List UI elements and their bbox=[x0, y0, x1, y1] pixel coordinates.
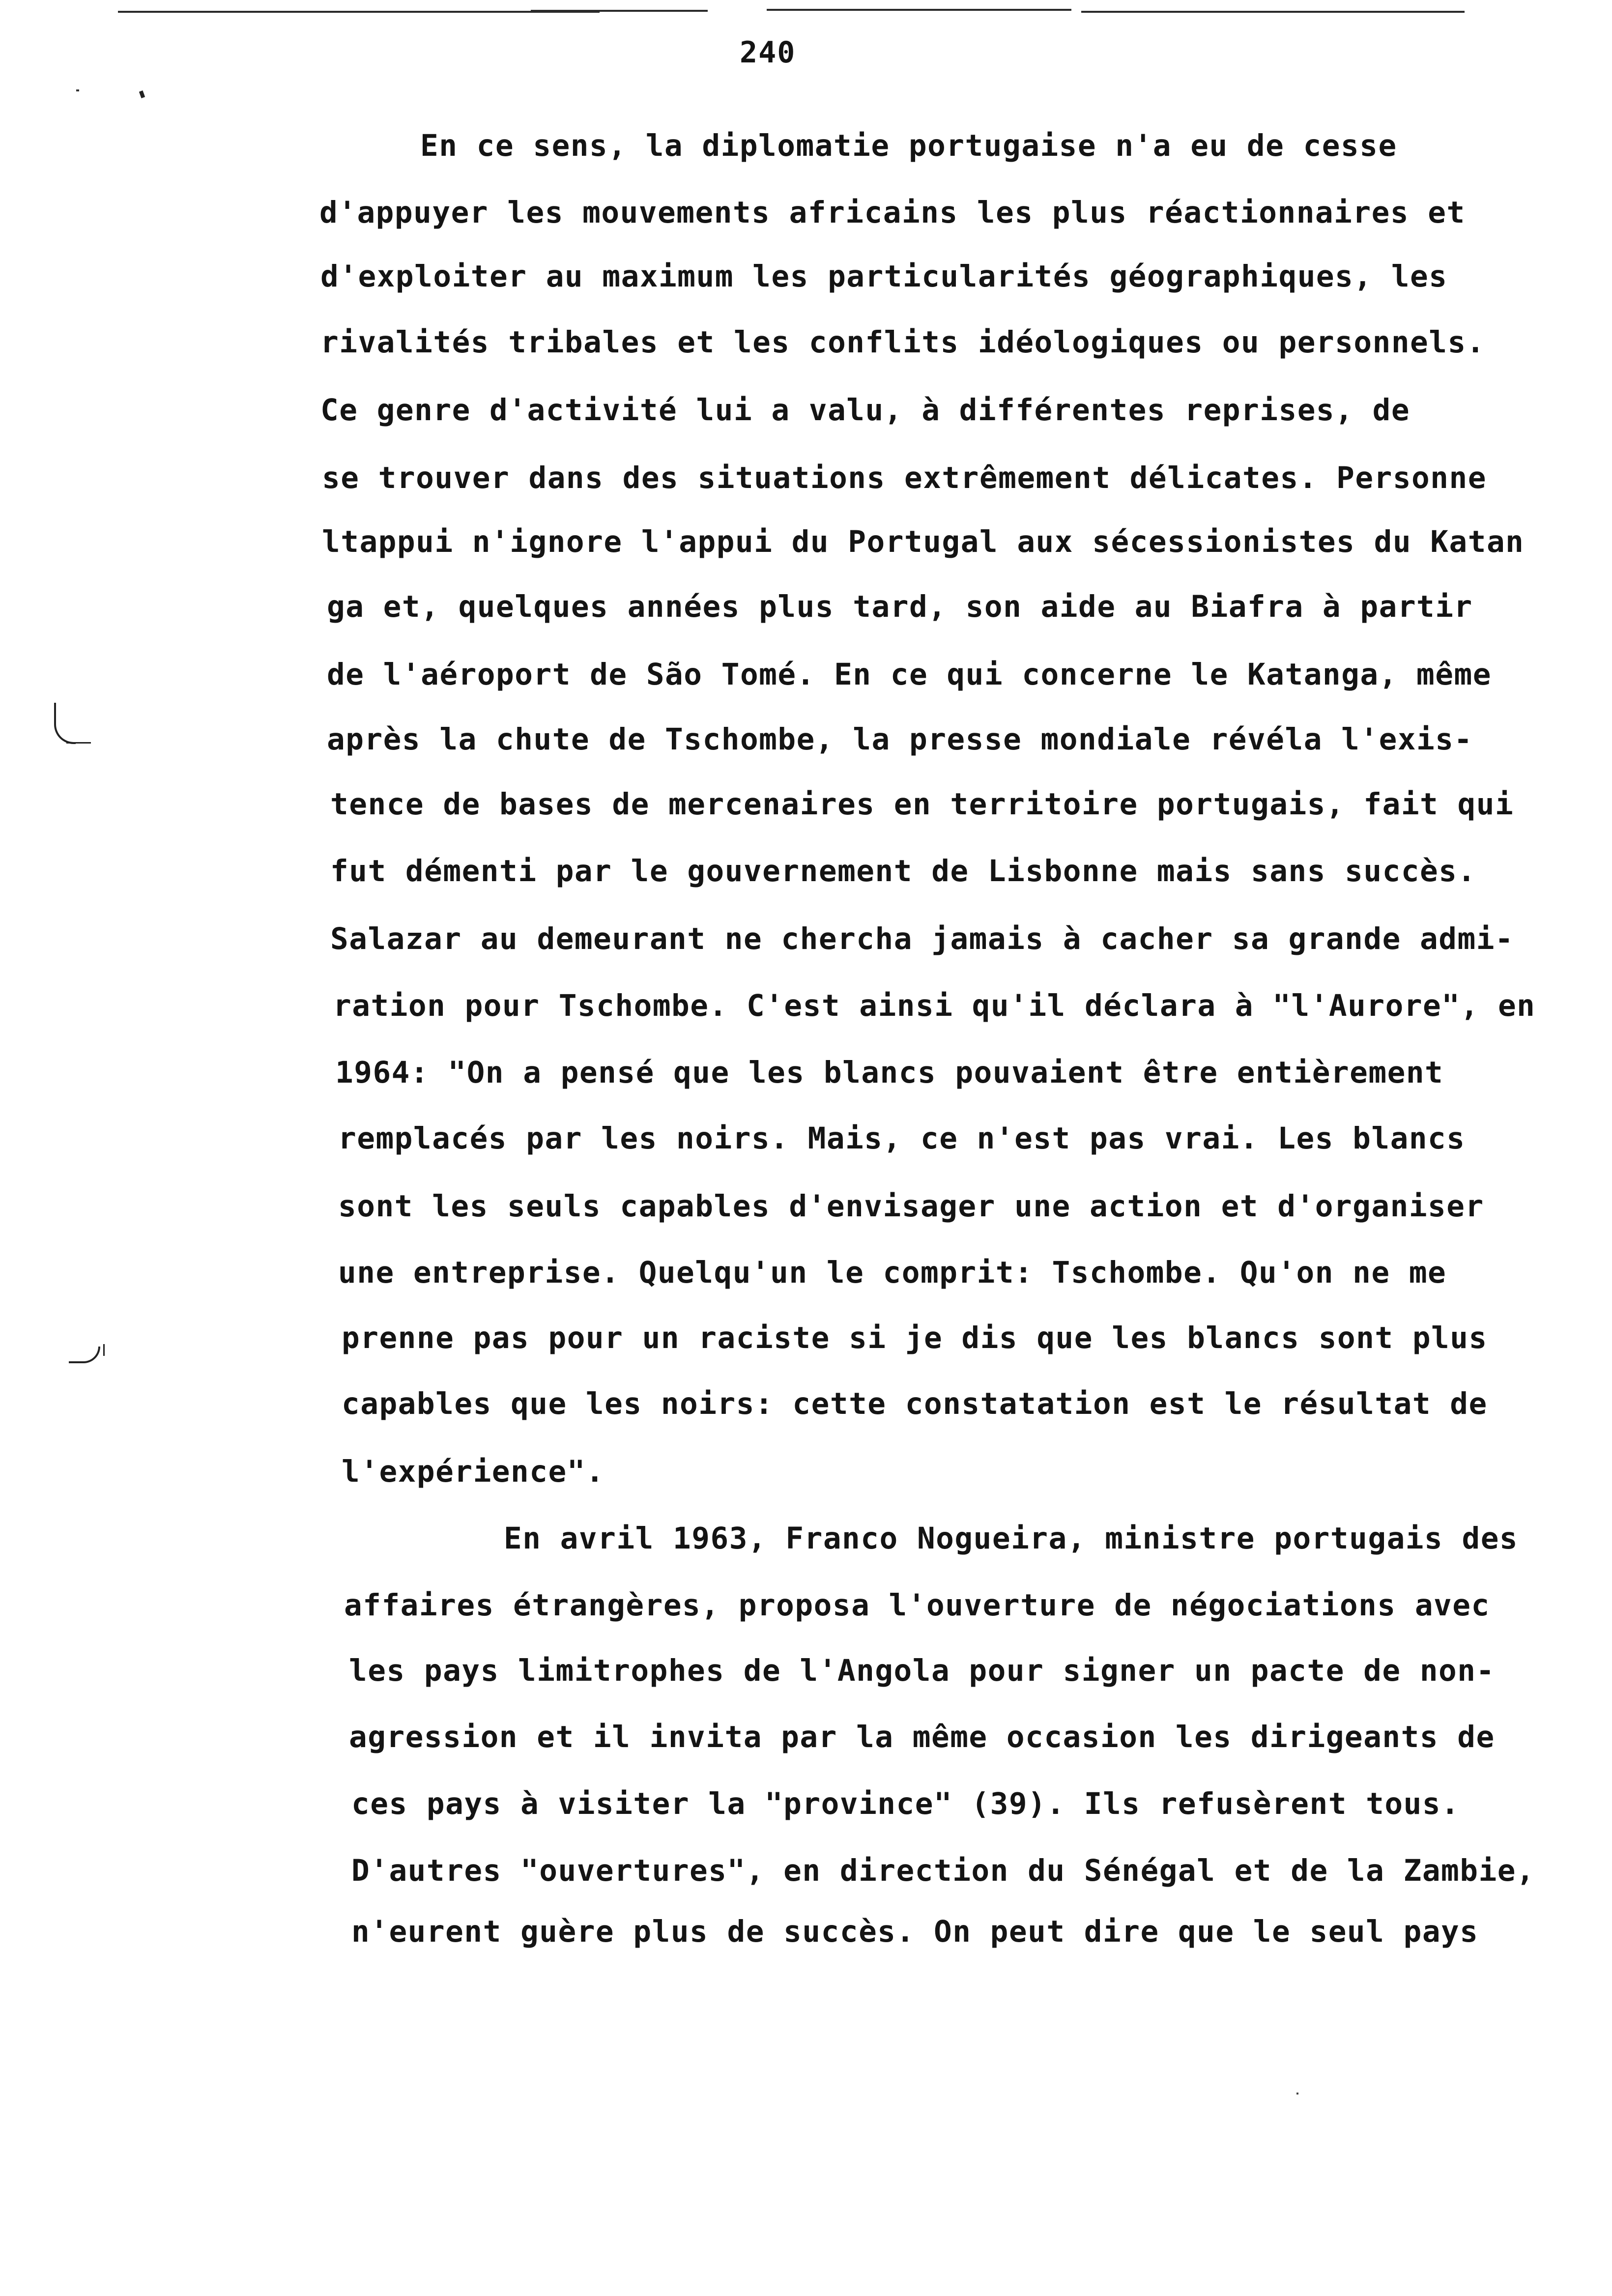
page-number: 240 bbox=[740, 35, 796, 70]
text-line: les pays limitrophes de l'Angola pour signer un pacte de non- bbox=[349, 1654, 1495, 1688]
text-line: D'autres "ouvertures", en direction du Sénégal et de la Zambie, bbox=[351, 1854, 1535, 1888]
margin-mark bbox=[54, 703, 76, 744]
text-line: l'expérience". bbox=[342, 1455, 605, 1489]
text-line: prenne pas pour un raciste si je dis que les blancs sont plus bbox=[342, 1321, 1488, 1355]
top-rule bbox=[118, 11, 600, 13]
margin-mark bbox=[139, 90, 145, 98]
top-rule bbox=[531, 10, 708, 12]
text-line: après la chute de Tschombe, la presse mondiale révéla l'exis- bbox=[327, 722, 1473, 757]
text-line: d'exploiter au maximum les particularités géographiques, les bbox=[320, 259, 1448, 294]
text-line: tence de bases de mercenaires en territoire portugais, fait qui bbox=[330, 787, 1514, 822]
text-line: Salazar au demeurant ne chercha jamais à cacher sa grande admi- bbox=[330, 922, 1514, 956]
text-line: 1964: "On a pensé que les blancs pouvaient être entièrement bbox=[335, 1056, 1444, 1090]
text-line: remplacés par les noirs. Mais, ce n'est pas vrai. Les blancs bbox=[338, 1121, 1466, 1156]
margin-mark bbox=[66, 742, 91, 744]
text-line: une entreprise. Quelqu'un le comprit: Tschombe. Qu'on ne me bbox=[338, 1256, 1447, 1290]
margin-mark bbox=[76, 89, 79, 91]
text-line: ces pays à visiter la "province" (39). Ils refusèrent tous. bbox=[351, 1787, 1460, 1821]
text-line: rivalités tribales et les conflits idéologiques ou personnels. bbox=[320, 325, 1485, 360]
margin-mark bbox=[103, 1344, 105, 1356]
text-line: de l'aéroport de São Tomé. En ce qui concerne le Katanga, même bbox=[327, 658, 1492, 692]
margin-mark bbox=[69, 1347, 100, 1363]
text-line: affaires étrangères, proposa l'ouverture de négociations avec bbox=[344, 1588, 1490, 1623]
text-line: d'appuyer les mouvements africains les plus réactionnaires et bbox=[319, 196, 1466, 230]
text-line: En avril 1963, Franco Nogueira, ministre portugais des bbox=[504, 1521, 1519, 1556]
text-line: se trouver dans des situations extrêmement délicates. Personne bbox=[322, 461, 1487, 495]
text-line: sont les seuls capables d'envisager une action et d'organiser bbox=[338, 1189, 1484, 1224]
text-line: fut démenti par le gouvernement de Lisbonne mais sans succès. bbox=[330, 854, 1476, 889]
text-line: n'eurent guère plus de succès. On peut dire que le seul pays bbox=[351, 1915, 1479, 1949]
text-line: En ce sens, la diplomatie portugaise n'a eu de cesse bbox=[420, 129, 1397, 163]
text-line: capables que les noirs: cette constatation est le résultat de bbox=[342, 1387, 1488, 1421]
text-line: ration pour Tschombe. C'est ainsi qu'il déclara à "l'Aurore", en bbox=[333, 989, 1536, 1023]
text-line: ltappui n'ignore l'appui du Portugal aux sécessionistes du Katan bbox=[322, 525, 1525, 559]
top-rule bbox=[1081, 11, 1465, 13]
top-rule bbox=[767, 9, 1071, 11]
text-line: agression et il invita par la même occasion les dirigeants de bbox=[349, 1720, 1495, 1754]
text-line: Ce genre d'activité lui a valu, à différentes reprises, de bbox=[320, 393, 1410, 428]
margin-mark bbox=[1296, 2093, 1298, 2095]
text-line: ga et, quelques années plus tard, son aide au Biafra à partir bbox=[327, 590, 1473, 624]
